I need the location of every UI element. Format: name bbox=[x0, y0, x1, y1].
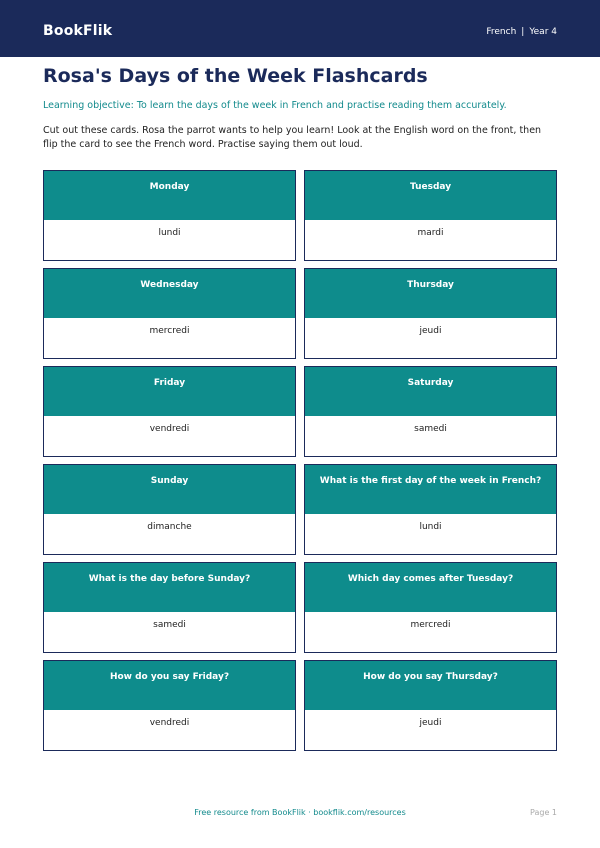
card-front: Wednesday bbox=[44, 269, 295, 318]
footer-link[interactable]: Free resource from BookFlik · bookflik.com/resources bbox=[194, 808, 406, 817]
card-front: Sunday bbox=[44, 465, 295, 514]
flashcard bbox=[43, 464, 296, 555]
flashcard bbox=[43, 366, 296, 457]
card-front: Which day comes after Tuesday? bbox=[305, 563, 556, 612]
card-front: Monday bbox=[44, 171, 295, 220]
flashcard-grid bbox=[43, 170, 557, 751]
meta-separator: | bbox=[521, 27, 525, 37]
card-back: vendredi bbox=[44, 710, 295, 750]
brand-logo[interactable]: BookFlik bbox=[43, 23, 113, 39]
card-front: Thursday bbox=[305, 269, 556, 318]
card-back: vendredi bbox=[44, 416, 295, 456]
card-back: jeudi bbox=[305, 710, 556, 750]
learning-objective: Learning objective: To learn the days of the week in French and practise reading them accurately. bbox=[43, 100, 507, 111]
card-back: lundi bbox=[305, 514, 556, 554]
header-meta bbox=[486, 27, 557, 37]
flashcard bbox=[304, 268, 557, 359]
flashcard bbox=[43, 170, 296, 261]
card-back: mardi bbox=[305, 220, 556, 260]
page-title: Rosa's Days of the Week Flashcards bbox=[43, 65, 428, 87]
card-back: mercredi bbox=[44, 318, 295, 358]
flashcard bbox=[43, 268, 296, 359]
card-front: What is the day before Sunday? bbox=[44, 563, 295, 612]
card-front: What is the first day of the week in French? bbox=[305, 465, 556, 514]
card-back: dimanche bbox=[44, 514, 295, 554]
header-bar bbox=[0, 0, 600, 57]
level-label: Year 4 bbox=[529, 27, 557, 37]
flashcard bbox=[43, 562, 296, 653]
flashcard bbox=[304, 562, 557, 653]
card-back: mercredi bbox=[305, 612, 556, 652]
flashcard bbox=[304, 464, 557, 555]
subject-label: French bbox=[486, 27, 517, 37]
flashcard bbox=[304, 366, 557, 457]
card-front: Friday bbox=[44, 367, 295, 416]
card-back: jeudi bbox=[305, 318, 556, 358]
flashcard bbox=[304, 660, 557, 751]
card-back: lundi bbox=[44, 220, 295, 260]
card-front: How do you say Friday? bbox=[44, 661, 295, 710]
card-front: Tuesday bbox=[305, 171, 556, 220]
card-front: How do you say Thursday? bbox=[305, 661, 556, 710]
instructions-text: Cut out these cards. Rosa the parrot wants to help you learn! Look at the English word on the front, then flip the card to see the French word. Practise saying them out loud. bbox=[43, 125, 542, 150]
card-back: samedi bbox=[44, 612, 295, 652]
flashcard bbox=[304, 170, 557, 261]
card-front: Saturday bbox=[305, 367, 556, 416]
card-back: samedi bbox=[305, 416, 556, 456]
flashcard bbox=[43, 660, 296, 751]
page-number: Page 1 bbox=[530, 808, 557, 817]
